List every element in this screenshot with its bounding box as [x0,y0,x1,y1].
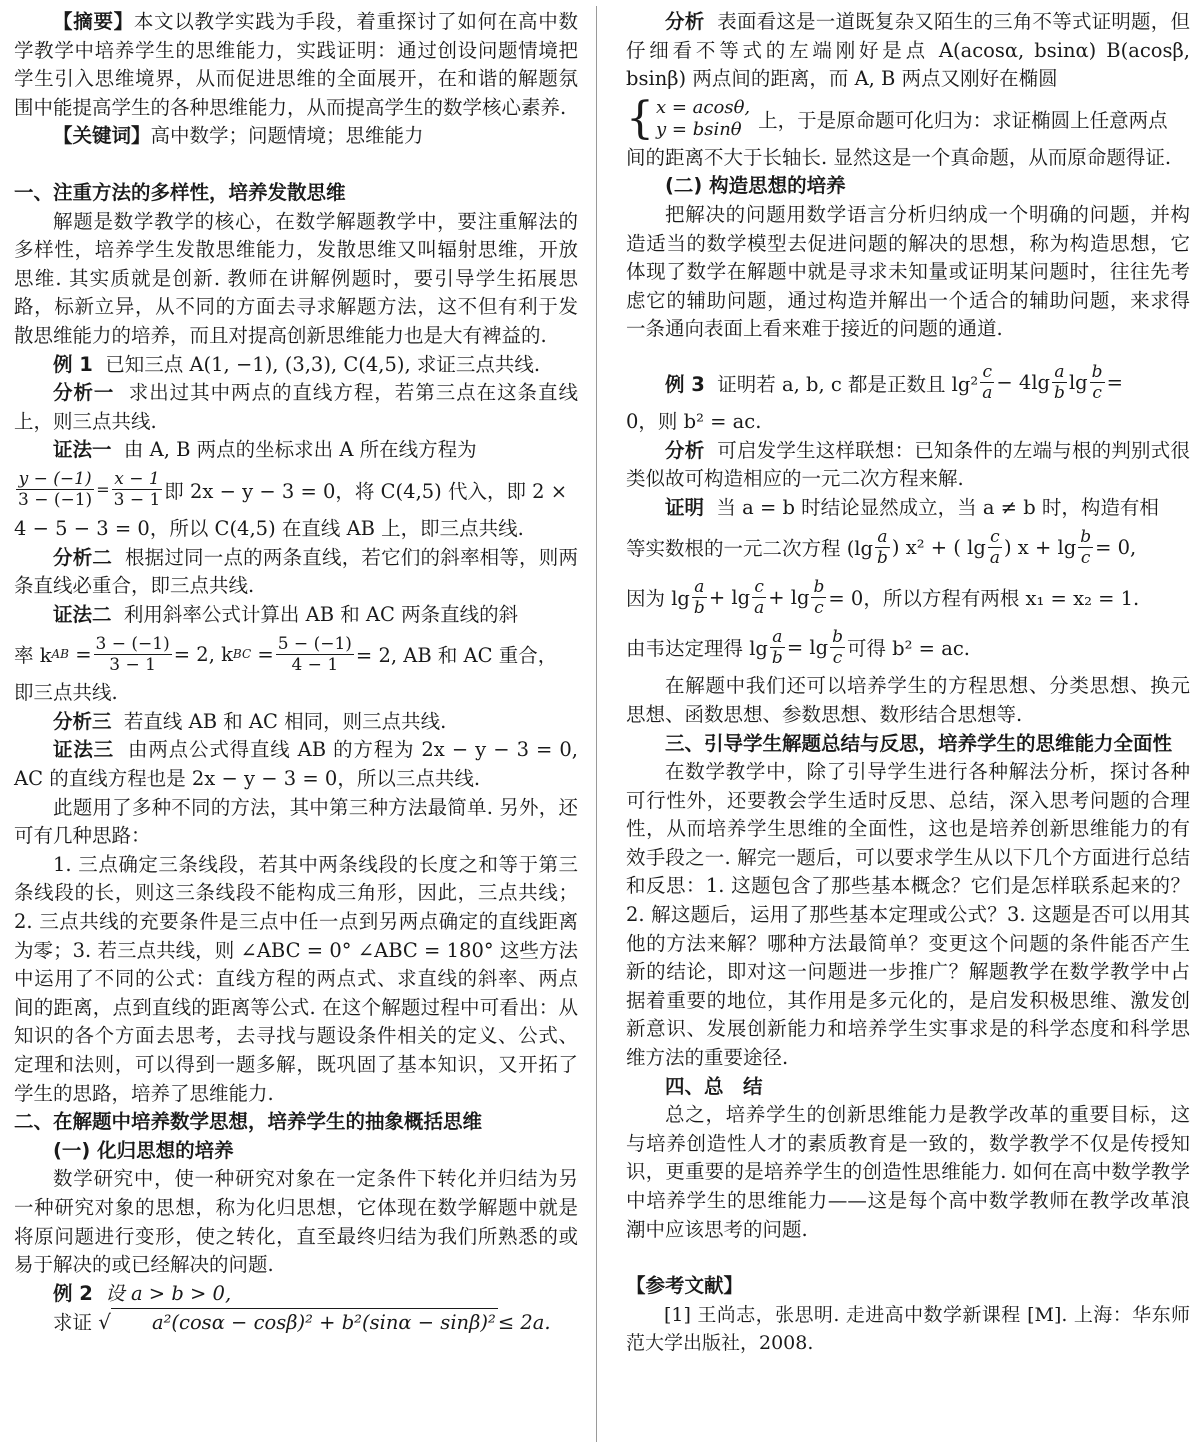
analysis-ex3 [626,437,1190,494]
section-3-title: 三、引导学生解题总结与反思，培养学生的思维能力全面性 [665,731,1173,755]
extra-paragraph: 在解题中我们还可以培养学生的方程思想、分类思想、换元思想、函数思想、参数思想、数形结合思想等. [626,674,1190,726]
fraction-denominator: b [1054,383,1065,404]
proof-2-text-b2: = 2, k [173,642,233,666]
proof-ex3-text-d3: 可得 b² = ac. [846,637,970,661]
analysis-2 [14,544,578,601]
proof-ex3-label: 证明 [665,495,705,519]
proof-ex3-text-c2: + lg [708,585,751,609]
section-4-paragraph: 总之，培养学生的创新思维能力是教学改革的重要目标，这与培养创造性人才的素质教育是一致的，数学教学不仅是传授知识，更重要的是培养学生的创造性思维能力. 如何在高中数学教学中培养学生的思维能力——这是每个高中数学教师在教学改革浪潮中应该思考的问题. [626,1103,1190,1241]
proof-ex3-text-d1: 由韦达定理得 lg [626,637,768,661]
fraction [770,627,785,668]
reference-item: [1] 王尚志，张思明. 走进高中数学新课程 [M]. 上海：华东师范大学出版社，2008. [626,1303,1190,1354]
fraction-denominator: a [989,547,1000,568]
spacer [14,151,578,179]
fraction-denominator: 3 − 1 [109,654,156,675]
spacer [626,1244,1190,1272]
proof-2-label: 证法二 [53,602,112,626]
proof-1-formula [14,465,578,515]
section-3-paragraph: 在数学教学中，除了引导学生进行各种解法分析，探讨各种可行性外，还要教会学生适时反思、总结，深入思考问题的合理性，从而培养学生思维的全面性，这也是培养创新思维能力的有效手段之一. 解完一题后，可以要求学生从以下几个方面进行总结和反思：1. 这题包含了那些基本概念？它们是怎样联系起来的？2. 解这题后，运用了那些基本定理或公式？3. 这题是否可以用其他的方法来解？哪种方法最简单？变更这个问题的条件能否产生新的结论，即对这一问题进一步推广？解题教学在数学教学中占据着重要的地位，其作用是多元化的，是启发积极思维、激发创新意识、发展创新能力和培养学生实事求是的科学态度和科学思维方法的重要途径. [626,760,1190,1070]
fraction-numerator: x − 1 [112,469,163,490]
fraction-denominator: c [814,597,824,618]
fraction [1078,527,1093,568]
proof-2-text-b1: 率 k [14,644,52,668]
fraction-numerator: c [980,362,994,383]
example-3-text-d: = [1106,371,1123,395]
fraction [1090,362,1105,403]
fraction-denominator: b [771,647,783,668]
analysis-3 [14,708,578,737]
analysis-ex2-label: 分析 [665,10,705,33]
fraction-numerator: b [813,576,825,597]
example-2-text: 设 a > b > 0, [105,1281,232,1305]
analysis-ex2-text-b: 上，于是原命题可化归为：求证椭圆上任意两点 [758,108,1168,132]
left-column [14,8,578,1338]
fraction-numerator: a [770,627,785,648]
fraction-numerator: c [752,577,766,598]
proof-ex3-text-b3: ) x + lg [1003,535,1077,559]
analysis-1-text: 求出过其中两点的直线方程，若第三点在这条直线上，则三点共线. [14,381,578,433]
fraction [1052,362,1067,403]
proof-3-text: 由两点公式得直线 AB 的方程为 2x − y − 3 = 0, AC 的直线方程也是 2x − y − 3 = 0，所以三点共线. [14,738,578,791]
analysis-3-text: 若直线 AB 和 AC 相同，则三点共线. [123,709,447,733]
keywords-label: 【关键词】 [53,124,151,148]
proof-ex3-text-a: 当 a = b 时结论显然成立，当 a ≠ b 时，构造有相 [716,495,1159,519]
analysis-ex2 [626,8,1190,94]
proof-ex3-line-b [626,522,1190,572]
fraction-numerator: 5 − (−1) [277,633,352,654]
example-3-label: 例 3 [665,372,705,396]
example-2-tail: ≤ 2a. [497,1311,551,1335]
section-1-paragraph: 解题是数学教学的核心，在数学解题教学中，要注重解法的多样性，培养学生发散思维能力，发散思维又叫辐射思维，开放思维. 其实质就是创新. 教师在讲解例题时，要引导学生拓展思路，标新立异，从不同的方面去寻求解题方法，这不但有利于发散思维能力的培养，而且对提高创新思维能力也是大有裨益的. [14,209,578,347]
proof-2-text-c: 即三点共线. [14,681,118,705]
references-title: 【参考文献】 [626,1274,744,1298]
abstract-label: 【摘要】 [53,10,134,33]
square-root-expression: a²(cosα − cosβ)² + b²(sinα − sinβ)² [111,1308,498,1338]
fraction [830,627,845,668]
analysis-3-label: 分析三 [53,709,112,733]
proof-ex3 [626,494,1190,523]
proof-1-text-a: 由 A, B 两点的坐标求出 A 所在线方程为 [123,438,477,462]
proof-ex3-text-d2: = lg [786,635,829,659]
fraction [692,577,707,618]
summary-paragraph-1: 此题用了多种不同的方法，其中第三种方法最简单. 另外，还可有几种思路： [14,795,578,848]
fraction [811,577,826,618]
fraction-numerator: b [1080,526,1092,547]
column-divider [596,6,597,1442]
example-1 [14,351,578,380]
example-2 [14,1280,578,1309]
proof-ex3-text-c3: + lg [768,585,810,609]
summary-paragraph-2: 1. 三点确定三条线段，若其中两条线段的长度之和等于第三条线段的长，则这三条线段不能构成三角形，因此，三点共线；2. 三点共线的充要条件是三点中任一点到另两点确定的直线距离为零；3. 若三点共线，则 ∠ABC = 0° ∠ABC = 180° 这些方法中运用了不同的公式：直线方程的两点式、求直线的斜率、两点间的距离，点到直线的距离等公式. 在这个解题过程中可看出：从知识的各个方面去思考，去寻找与题设条件相关的定义、公式、定理和法则，可以得到一题多解，既巩固了基本知识，又开拓了学生的思路，培养了思维能力. [14,852,578,1105]
example-1-label: 例 1 [53,352,93,376]
equation-line-2: y = bsinθ [656,118,742,140]
fraction-denominator: 4 − 1 [291,654,339,675]
proof-2-text-a: 利用斜率公式计算出 AB 和 AC 两条直线的斜 [123,602,519,626]
fraction-numerator: c [988,527,1002,548]
example-3-text-c: lg [1068,371,1088,395]
example-3 [626,358,1190,408]
subscript-ab: AB [51,647,69,662]
proof-3-label: 证法三 [53,738,114,762]
subsection-2-paragraph: 把解决的问题用数学语言分析归纳成一个明确的问题，并构造适当的数学模型去促进问题的解决的思想，称为构造思想，它体现了数学在解题中就是寻求未知量或证明某问题时，往往先考虑它的辅助问题，通过构造并解出一个适合的辅助问题，来求得一条通向表面上看来难于接近的问题的通道. [626,202,1190,341]
fraction [988,527,1002,568]
analysis-1 [14,379,578,436]
fraction-denominator: a [754,597,765,618]
fraction-denominator: c [1092,383,1102,404]
fraction-numerator: y − (−1) [16,469,94,490]
proof-1-label: 证法一 [53,438,112,462]
fraction-numerator: a [875,527,890,548]
abstract-text: 本文以教学实践为手段，着重探讨了如何在高中数学教学中培养学生的思维能力，实践证明：通过创设问题情境把学生引入思维境界，从而促进思维的全面展开，在和谐的解题氛围中能提高学生的各种思维能力，从而提高学生的数学核心素养. [14,10,578,119]
example-3-text-a: 证明若 a, b, c 都是正数且 lg² [717,372,979,396]
equation-system [656,97,750,141]
example-3-text-b: − 4lg [996,371,1051,395]
analysis-2-text: 根据过同一点的两条直线，若它们的斜率相等，则两条直线必重合，即三点共线. [14,545,578,598]
section-1-title: 一、注重方法的多样性，培养发散思维 [14,180,346,204]
proof-1-text-b: 即 2x − y − 3 = 0，将 C(4,5) 代入，即 2 × [164,479,568,503]
example-1-text: 已知三点 A(1, −1), (3,3), C(4,5), 求证三点共线. [105,352,541,376]
right-column [626,8,1190,1357]
ellipse-system [626,94,1190,144]
proof-2-formula: 率 k AB = $\frac{3 - (-1)}{3 - 1}$ = 2, k BC = $\frac{5 - (-1)}{4 - 1}$ = 2, AB 和 AC 重合， [14,633,558,675]
example-3-text-e: 0，则 b² = ac. [626,409,762,433]
analysis-1-label: 分析一 [53,381,115,405]
brace-symbol: { [626,92,654,144]
spacer [626,344,1190,358]
example-2-proof-label: 求证 [53,1311,93,1335]
fraction-denominator: b [693,597,705,618]
equals-sign: = [96,480,110,500]
proof-ex3-text-c1: 因为 lg [626,587,690,611]
analysis-ex3-text: 可启发学生这样联想：已知条件的左端与根的判别式很类似故可构造相应的一元二次方程来解. [626,438,1190,491]
proof-ex3-text-c4: = 0，所以方程有两根 x₁ = x₂ = 1. [828,587,1140,611]
fraction-denominator: 3 − (−1) [18,490,93,511]
fraction [276,634,354,675]
analysis-ex3-label: 分析 [665,438,705,462]
fraction-denominator: 3 − 1 [113,490,161,511]
example-2-label: 例 2 [53,1281,93,1305]
fraction-numerator: a [692,577,707,598]
subscript-bc: BC [232,647,252,662]
proof-ex3-line-c [626,572,1190,622]
proof-ex3-line-d [626,622,1190,672]
proof-1 [14,436,578,465]
fraction [16,469,94,510]
keywords-text: 高中数学；问题情境；思维能力 [150,124,424,148]
fraction-denominator: c [832,647,843,668]
section-2-paragraph: 数学研究中，使一种研究对象在一定条件下转化并归结为另一种研究对象的思想，称为化归思想，它体现在数学解题中就是将原问题进行变形，使之转化，直至最终归结为我们所熟悉的或易于解决的或已经解决的问题. [14,1167,578,1277]
keywords [14,122,578,151]
fraction [752,577,766,618]
fraction-denominator: c [1080,547,1091,568]
fraction [112,469,163,510]
proof-ex3-text-b4: = 0, [1095,535,1137,559]
fraction [980,362,994,403]
section-2-subtitle-1: (一) 化归思想的培养 [53,1138,234,1162]
analysis-ex2-text-c: 间的距离不大于长轴长. 显然这是一个真命题，从而原命题得证. [626,145,1172,169]
proof-2-text-b3: = 2, AB 和 AC 重合， [355,644,558,668]
fraction [94,634,172,675]
proof-1-text-c: 4 − 5 − 3 = 0，所以 C(4,5) 在直线 AB 上，即三点共线. [14,516,524,540]
fraction-denominator: b [877,547,888,568]
analysis-2-label: 分析二 [53,545,113,569]
proof-3 [14,736,578,793]
fraction-numerator: 3 − (−1) [95,633,170,654]
fraction-numerator: a [1052,362,1067,383]
equation-line-1: x = acosθ, [656,96,751,118]
proof-ex3-text-b2: ) x² + ( lg [891,535,986,559]
example-2-claim: 求证 √ a²(cosα − cosβ)² + b²(sinα − sinβ)² ≤ 2a. [14,1308,578,1338]
fraction-numerator: b [1091,362,1103,383]
section-4-title: 四、总 结 [665,1074,763,1098]
fraction-denominator: a [982,383,993,404]
proof-ex3-text-b1: 等实数根的一元二次方程 (lg [626,537,874,561]
analysis-ex2-text-a: 表面看这是一道既复杂又陌生的三角不等式证明题，但仔细看不等式的左端刚好是点 A(acosα, bsinα) B(acosβ, bsinβ) 两点间的距离，而 A, B 两点又刚好在椭圆 [626,10,1190,91]
subsection-2-title: (二) 构造思想的培养 [665,174,846,198]
fraction-numerator: b [832,626,843,647]
proof-2 [14,601,578,630]
section-2-title: 二、在解题中培养数学思想，培养学生的抽象概括思维 [14,1110,483,1134]
fraction [875,527,890,568]
abstract [14,8,578,122]
